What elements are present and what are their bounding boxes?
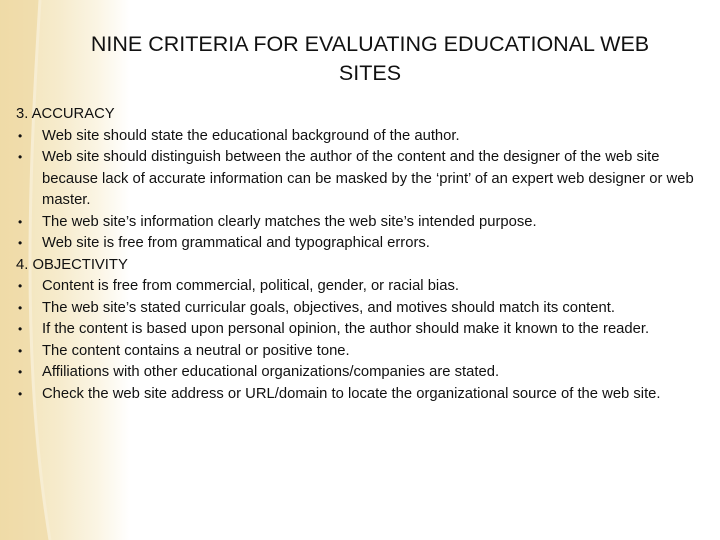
list-item [16,362,696,384]
bullet-icon: • [18,386,23,401]
section-heading-objectivity: 4. OBJECTIVITY [16,256,128,273]
bullet-icon: • [18,214,23,229]
list-item [16,126,696,148]
bullet-icon: • [18,279,23,293]
list-item [16,319,696,341]
list-item [16,212,696,234]
bullet-text: The content contains a neutral or positive tone. [42,342,350,359]
title-line-2: SITES [338,61,402,85]
bullet-icon: • [18,150,23,164]
slide-title [20,30,720,88]
bullet-icon: • [18,236,23,250]
bullet-text: Web site should state the educational background of the author. [42,127,460,144]
list-item [16,233,696,255]
bullet-text: Content is free from commercial, political, gender, or racial bias. [42,278,459,294]
bullet-icon: • [18,128,23,143]
bullet-icon: • [18,300,23,315]
list-item [16,341,696,363]
bullet-text: If the content is based upon personal opinion, the author should make it known to the reader. [42,321,650,337]
list-item [16,384,696,406]
bullet-text: The web site’s information clearly matches the web site’s intended purpose. [42,213,537,230]
bullet-text: The web site’s stated curricular goals, objectives, and motives should match its content. [42,299,615,316]
bullet-icon: • [18,322,23,336]
list-item [16,276,696,298]
bullet-text: Affiliations with other educational organizations/companies are stated. [42,364,500,380]
bullet-text: Web site is free from grammatical and typographical errors. [42,235,430,251]
bullet-text: Check the web site address or URL/domain to locate the organizational source of the web site. [42,385,661,402]
title-line-1: NINE CRITERIA FOR EVALUATING EDUCATIONAL WEB [90,32,650,56]
list-item [16,298,696,320]
bullet-icon: • [18,343,23,358]
section-heading-accuracy: 3. ACCURACY [16,106,115,122]
bullet-icon: • [18,365,23,379]
criteria-body [16,104,696,405]
bullet-text: Web site should distinguish between the author of the content and the designer of the web site because lack of accurate information can be masked by the ‘print’ of an expert web designer or web master. [42,149,694,208]
list-item [16,147,696,212]
